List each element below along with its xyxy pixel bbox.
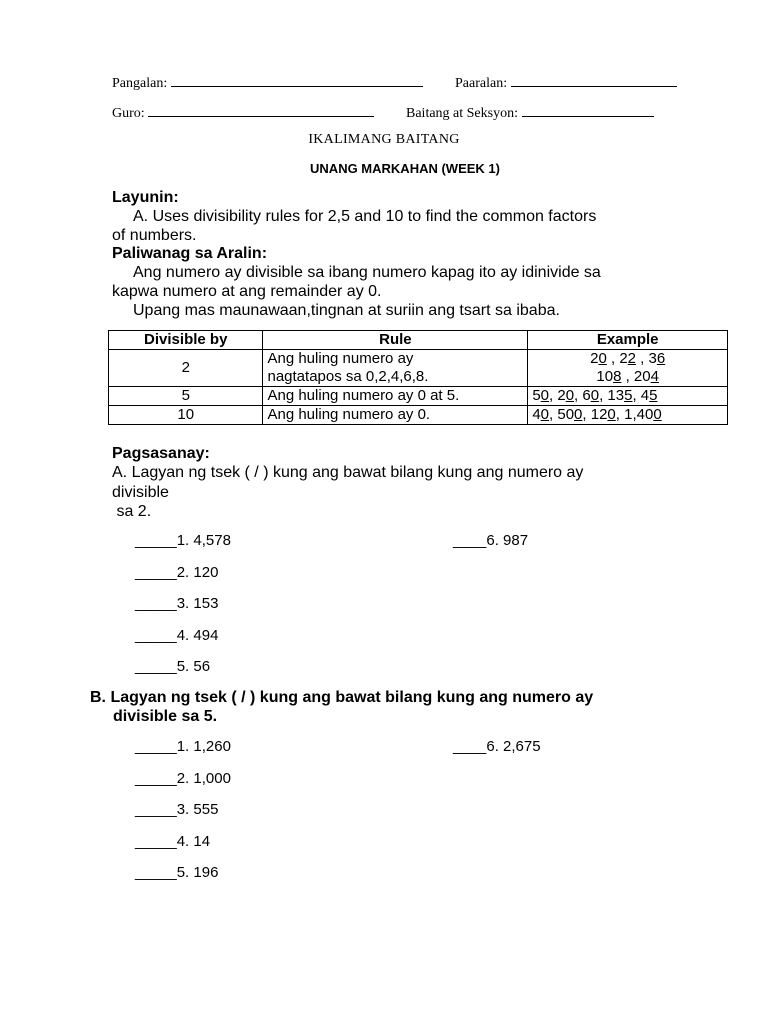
example-cell	[528, 387, 728, 406]
practice-a-item-2[interactable]: _____2. 120	[135, 564, 219, 581]
rule-cell: Ang huling numero ay 0.	[263, 406, 528, 425]
name-label: Pangalan:	[112, 76, 168, 91]
practice-a-item-5[interactable]: _____5. 56	[135, 658, 211, 675]
practice-a-item-1[interactable]: _____1. 4,578	[135, 532, 231, 549]
example-number: 45	[640, 387, 658, 404]
practice-b-item-4[interactable]: _____4. 14	[135, 833, 211, 850]
part-b-instruction-line2: divisible sa 5.	[113, 708, 218, 725]
header-divisible-by: Divisible by	[109, 331, 263, 350]
school-label: Paaralan:	[455, 76, 508, 91]
example-number: 22	[619, 350, 636, 367]
table-row	[109, 350, 728, 387]
table-row	[109, 387, 728, 406]
objective-heading: Layunin:	[112, 189, 179, 206]
grade-section-label: Baitang at Seksyon:	[406, 106, 518, 121]
rule-cell: Ang huling numero ay 0 at 5.	[263, 387, 528, 406]
example-number: 120	[590, 406, 616, 423]
divisor-cell: 10	[109, 406, 263, 425]
example-last-digit: 0	[598, 350, 607, 367]
table-row	[109, 406, 728, 425]
example-last-digit: 2	[627, 350, 636, 367]
practice-b-item-1[interactable]: _____1. 1,260	[135, 738, 231, 755]
name-field	[112, 74, 423, 92]
lesson-line3: Upang mas maunawaan,tingnan at suriin ang tsart sa ibaba.	[133, 302, 560, 319]
example-number: 40	[532, 406, 550, 423]
example-last-digit: 0	[607, 406, 616, 423]
divisibility-table	[108, 330, 728, 425]
practice-a-item-6[interactable]: ____6. 987	[453, 532, 529, 549]
rule-line: Ang huling numero ay	[267, 350, 414, 367]
practice-instruction-line1: A. Lagyan ng tsek ( / ) kung ang bawat bilang kung ang numero ay	[112, 464, 584, 481]
table-header-row	[109, 331, 728, 350]
practice-a-item-4[interactable]: _____4. 494	[135, 627, 219, 644]
objective-line2: of numbers.	[112, 227, 197, 244]
teacher-label: Guro:	[112, 106, 145, 121]
example-last-digit: 0	[590, 387, 600, 404]
example-line: 20 , 22 , 36	[590, 350, 666, 367]
example-number: 108	[596, 368, 622, 385]
divisor-cell: 5	[109, 387, 263, 406]
teacher-blank[interactable]	[148, 104, 374, 117]
divisor-cell: 2	[109, 350, 263, 387]
school-blank[interactable]	[511, 74, 677, 87]
example-number: 36	[648, 350, 666, 367]
practice-instruction-line2: divisible	[112, 484, 169, 501]
example-last-digit: 6	[656, 350, 666, 367]
lesson-line2: kapwa numero at ang remainder ay 0.	[112, 283, 382, 300]
example-last-digit: 4	[650, 368, 659, 385]
practice-b-item-2[interactable]: _____2. 1,000	[135, 770, 231, 787]
example-last-digit: 0	[540, 406, 550, 423]
example-number: 50	[532, 387, 550, 404]
example-last-digit: 5	[624, 387, 633, 404]
example-line: 108 , 204	[596, 368, 659, 385]
example-last-digit: 0	[653, 406, 662, 423]
objective-line1: A. Uses divisibility rules for 2,5 and 10 to find the common factors	[133, 208, 597, 225]
example-cell	[528, 350, 728, 387]
rule-line: nagtatapos sa 0,2,4,6,8.	[267, 368, 429, 385]
example-last-digit: 5	[649, 387, 658, 404]
practice-b-item-5[interactable]: _____5. 196	[135, 864, 219, 881]
name-blank[interactable]	[171, 74, 423, 87]
part-b-instruction-line1: B. Lagyan ng tsek ( / ) kung ang bawat bilang kung ang numero ay	[90, 689, 594, 706]
practice-heading: Pagsasanay:	[112, 445, 210, 462]
example-number: 204	[633, 368, 659, 385]
teacher-field	[112, 104, 374, 122]
example-last-digit: 8	[613, 368, 622, 385]
grade-section-field	[406, 104, 654, 122]
example-number: 60	[582, 387, 600, 404]
page-title: IKALIMANG BAITANG	[308, 132, 460, 147]
example-number: 135	[607, 387, 633, 404]
example-last-digit: 0	[540, 387, 550, 404]
lesson-line1: Ang numero ay divisible sa ibang numero kapag ito ay idinivide sa	[133, 264, 601, 281]
page-subtitle: UNANG MARKAHAN (WEEK 1)	[310, 161, 500, 176]
practice-a-item-3[interactable]: _____3. 153	[135, 595, 219, 612]
example-line: 40, 500, 120, 1,400	[532, 406, 662, 423]
example-number: 1,400	[624, 406, 662, 423]
example-last-digit: 0	[565, 387, 575, 404]
practice-b-item-6[interactable]: ____6. 2,675	[453, 738, 541, 755]
header-rule: Rule	[263, 331, 528, 350]
rule-cell	[263, 350, 528, 387]
example-number: 500	[557, 406, 583, 423]
header-example: Example	[528, 331, 728, 350]
practice-instruction-line3: sa 2.	[112, 503, 152, 520]
example-cell	[528, 406, 728, 425]
example-line: 50, 20, 60, 135, 45	[532, 387, 658, 404]
school-field	[455, 74, 677, 92]
lesson-heading: Paliwanag sa Aralin:	[112, 245, 268, 262]
example-number: 20	[557, 387, 575, 404]
grade-section-blank[interactable]	[522, 104, 654, 117]
example-last-digit: 0	[574, 406, 583, 423]
practice-b-item-3[interactable]: _____3. 555	[135, 801, 219, 818]
example-number: 20	[590, 350, 607, 367]
